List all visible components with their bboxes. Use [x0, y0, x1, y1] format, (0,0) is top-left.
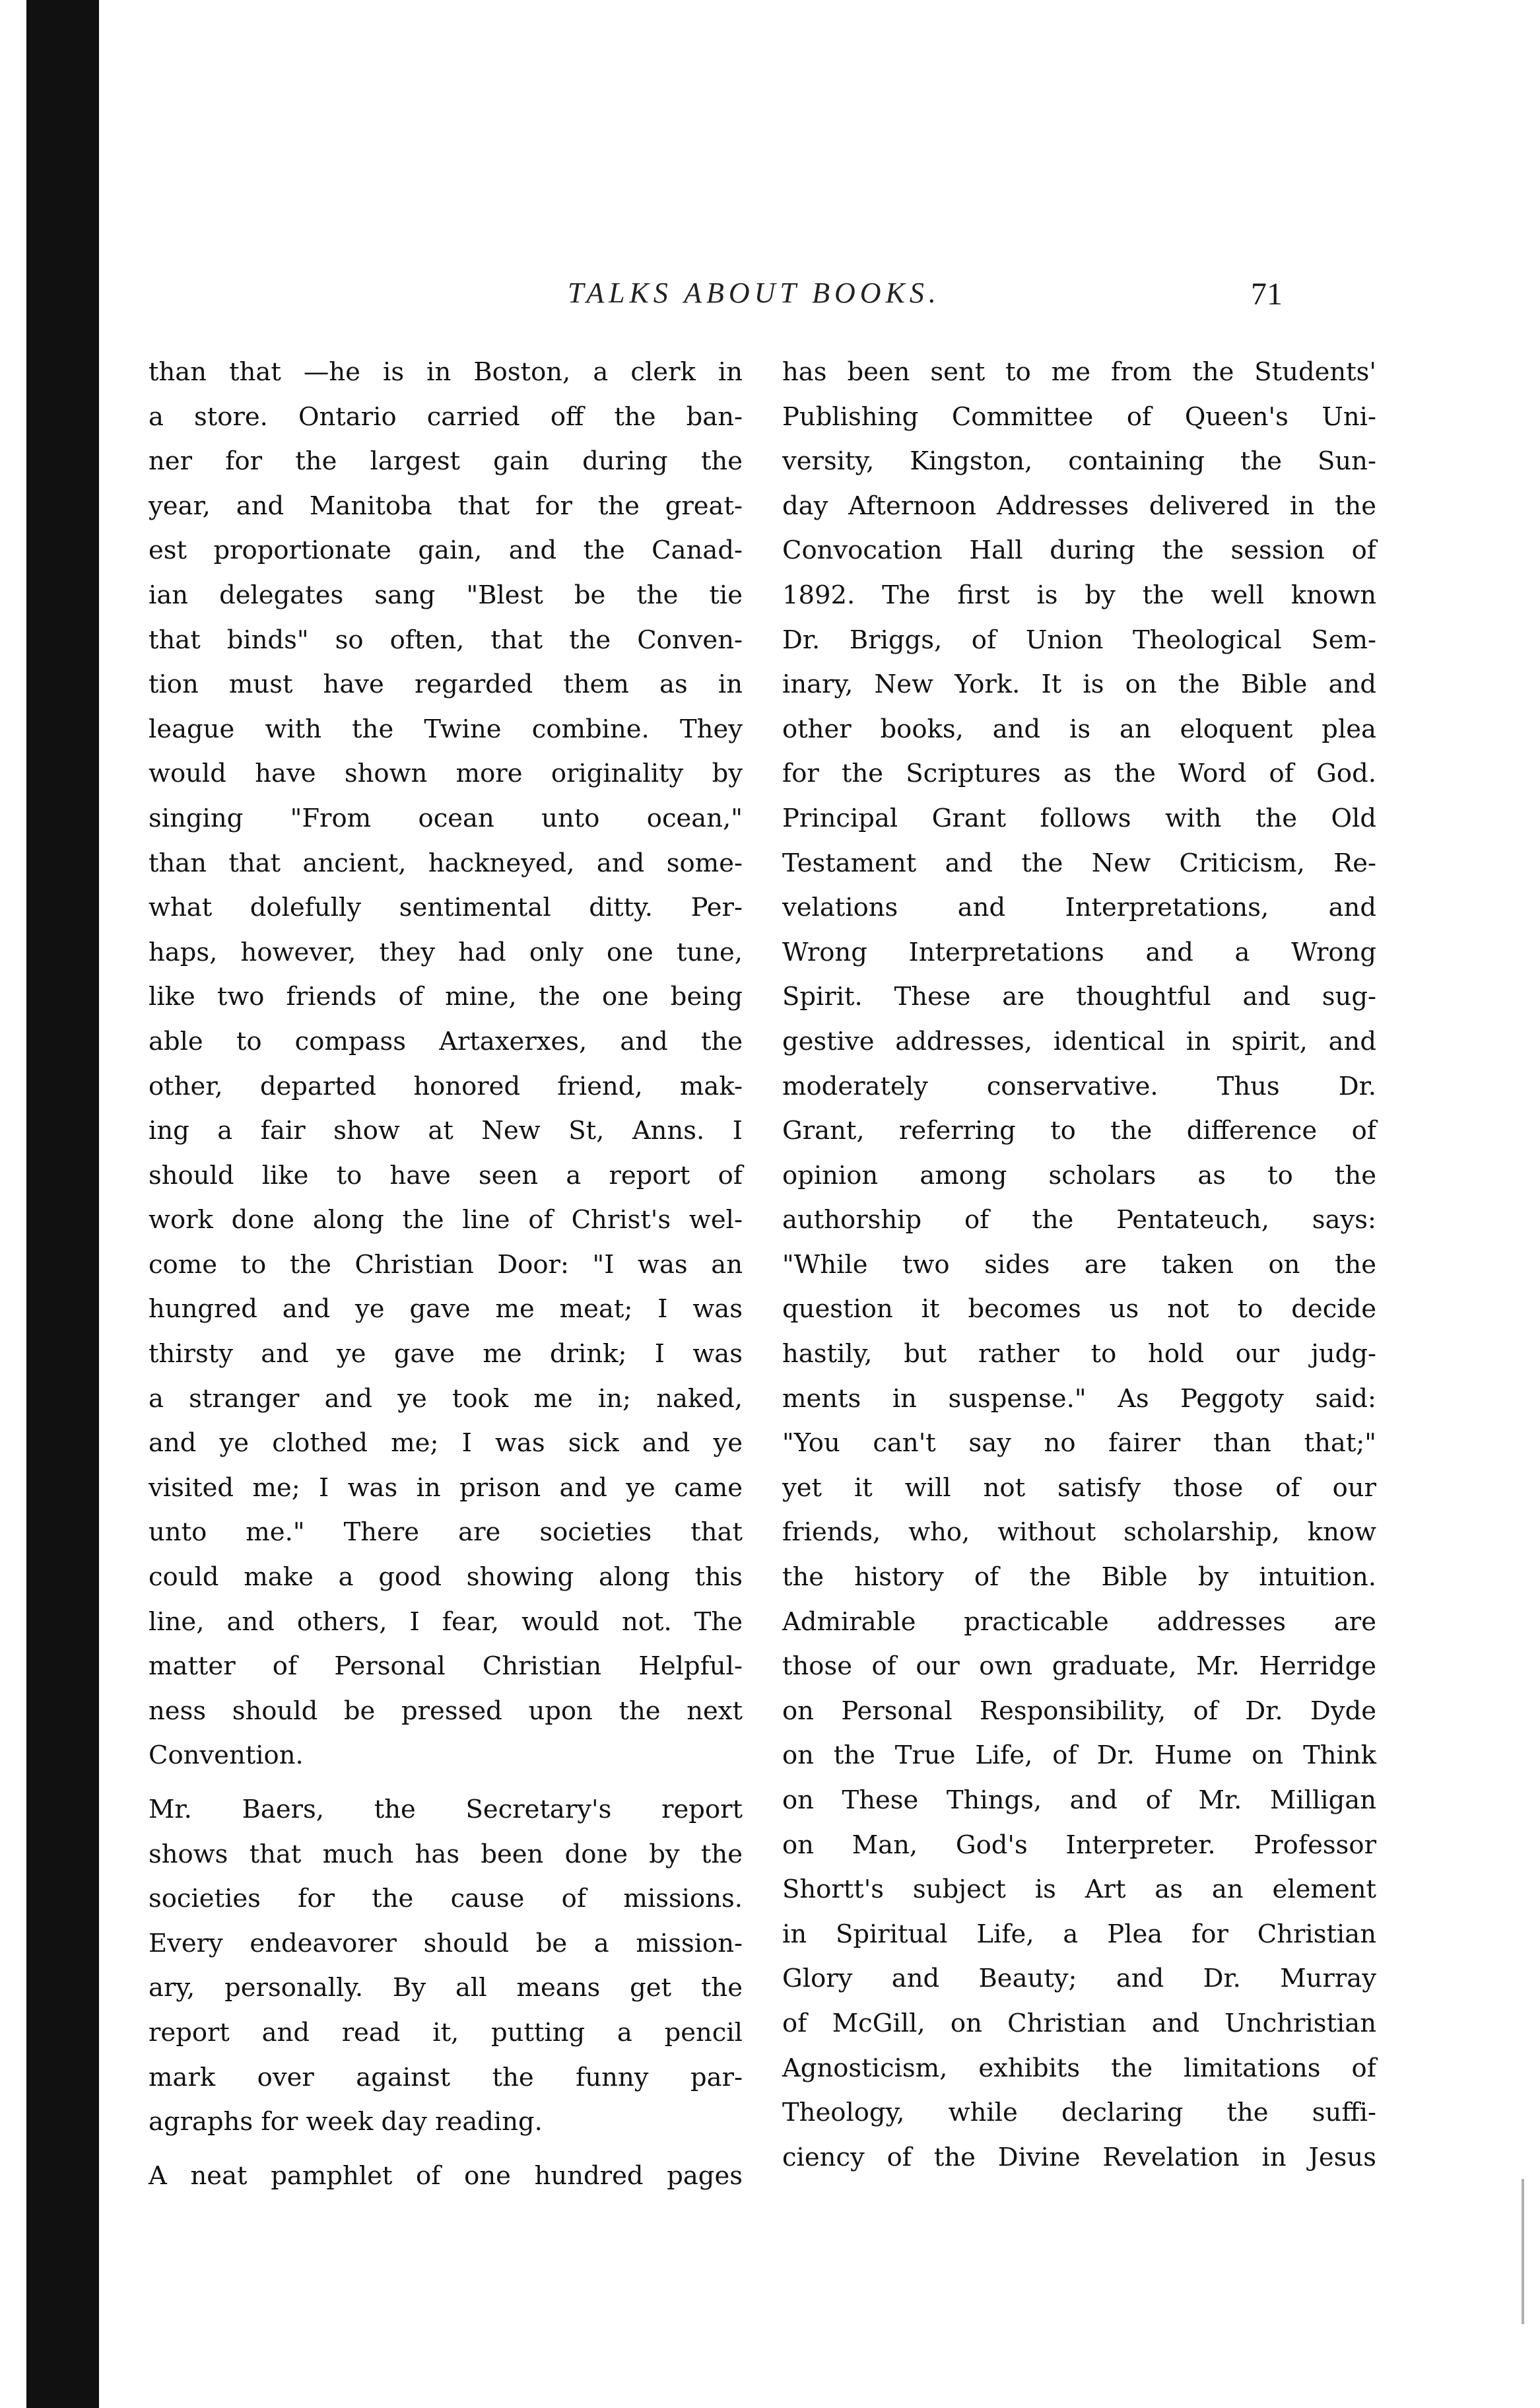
text-line: moderately conservative. Thus Dr.: [782, 1071, 1376, 1101]
text-line: has been sent to me from the Students': [782, 357, 1376, 387]
text-line: year, and Manitoba that for the great-: [149, 491, 743, 521]
text-line: tion must have regarded them as in: [149, 670, 743, 700]
text-line: Shortt's subject is Art as an element: [782, 1875, 1376, 1905]
text-line: velations and Interpretations, and: [782, 893, 1376, 923]
text-line: ian delegates sang "Blest be the tie: [149, 580, 743, 610]
text-line: haps, however, they had only one tune,: [149, 937, 743, 967]
text-line: ner for the largest gain during the: [149, 446, 743, 477]
text-line: that binds" so often, that the Conven-: [149, 625, 743, 655]
paragraph-2: [149, 1787, 743, 2145]
text-line: Convention.: [149, 1740, 304, 1771]
text-line: line, and others, I fear, would not. The: [149, 1606, 743, 1637]
text-line: inary, New York. It is on the Bible and: [782, 670, 1376, 700]
left-column: [149, 350, 743, 2198]
text-line: unto me." There are societies that: [149, 1517, 743, 1548]
text-line: Mr. Baers, the Secretary's report: [149, 1795, 743, 1824]
text-line: "You can't say no fairer than that;": [782, 1428, 1376, 1459]
text-line: on the True Life, of Dr. Hume on Think: [782, 1740, 1376, 1771]
text-line: than that ancient, hackneyed, and some-: [149, 848, 743, 878]
text-line: Publishing Committee of Queen's Uni-: [782, 401, 1376, 432]
text-line: and ye clothed me; I was sick and ye: [149, 1428, 743, 1459]
paragraph-continued: [782, 350, 1376, 2180]
text-line: would have shown more originality by: [149, 759, 743, 789]
text-line: agraphs for week day reading.: [149, 2107, 543, 2137]
text-line: able to compass Artaxerxes, and the: [149, 1026, 743, 1056]
paragraph-3: [149, 2154, 743, 2199]
text-line: those of our own graduate, Mr. Herridge: [782, 1651, 1376, 1682]
text-line: other books, and is an eloquent plea: [782, 714, 1376, 744]
text-line: Testament and the New Criticism, Re-: [782, 848, 1376, 878]
text-line: should like to have seen a report of: [149, 1160, 743, 1190]
paragraph-gap: [149, 1778, 743, 1787]
text-line: Glory and Beauty; and Dr. Murray: [782, 1964, 1376, 1994]
text-line: on Man, God's Interpreter. Professor: [782, 1830, 1376, 1860]
text-line: ary, personally. By all means get the: [149, 1973, 743, 2003]
text-line: 1892. The first is by the well known: [782, 580, 1376, 610]
binding-edge: [26, 0, 99, 2408]
text-line: mark over against the funny par-: [149, 2062, 743, 2092]
text-line: on Personal Responsibility, of Dr. Dyde: [782, 1696, 1376, 1726]
text-line: Spirit. These are thoughtful and sug-: [782, 982, 1376, 1012]
text-line: A neat pamphlet of one hundred pages: [149, 2160, 743, 2191]
text-line: could make a good showing along this: [149, 1562, 743, 1593]
text-line: gestive addresses, identical in spirit, and: [782, 1026, 1376, 1056]
text-line: yet it will not satisfy those of our: [782, 1472, 1376, 1503]
running-head: [152, 276, 1406, 329]
text-line: Theology, while declaring the suffi-: [782, 2098, 1376, 2128]
text-line: ing a fair show at New St, Anns. I: [149, 1116, 743, 1146]
text-line: Convocation Hall during the session of: [782, 535, 1376, 566]
text-line: a stranger and ye took me in; naked,: [149, 1383, 743, 1414]
text-line: shows that much has been done by the: [149, 1839, 743, 1869]
text-line: friends, who, without scholarship, know: [782, 1517, 1376, 1548]
text-line: ness should be pressed upon the next: [149, 1696, 743, 1726]
text-line: other, departed honored friend, mak-: [149, 1071, 743, 1101]
text-line: the history of the Bible by intuition.: [782, 1562, 1376, 1593]
text-line: question it becomes us not to decide: [782, 1294, 1376, 1324]
text-line: come to the Christian Door: "I was an: [149, 1249, 743, 1280]
text-line: Grant, referring to the difference of: [782, 1116, 1376, 1146]
running-title: TALKS ABOUT BOOKS.: [568, 277, 941, 309]
text-line: "While two sides are taken on the: [782, 1249, 1376, 1280]
text-line: versity, Kingston, containing the Sun-: [782, 446, 1376, 477]
text-line: like two friends of mine, the one being: [149, 982, 743, 1012]
scan-edge-mark: [1522, 2179, 1524, 2324]
text-line: singing "From ocean unto ocean,": [149, 803, 743, 833]
text-line: a store. Ontario carried off the ban-: [149, 401, 743, 432]
text-line: Every endeavorer should be a mission-: [149, 1928, 743, 1958]
text-line: work done along the line of Christ's wel-: [149, 1205, 743, 1235]
text-line: thirsty and ye gave me drink; I was: [149, 1339, 743, 1369]
text-line: in Spiritual Life, a Plea for Christian: [782, 1919, 1376, 1949]
text-line: day Afternoon Addresses delivered in the: [782, 491, 1376, 521]
text-line: hastily, but rather to hold our judg-: [782, 1339, 1376, 1369]
text-line: est proportionate gain, and the Canad-: [149, 535, 743, 566]
text-line: than that —he is in Boston, a clerk in: [149, 357, 743, 387]
text-line: of McGill, on Christian and Unchristian: [782, 2008, 1376, 2038]
text-line: opinion among scholars as to the: [782, 1160, 1376, 1190]
text-line: Wrong Interpretations and a Wrong: [782, 937, 1376, 967]
text-line: Dr. Briggs, of Union Theological Sem-: [782, 625, 1376, 655]
text-line: report and read it, putting a pencil: [149, 2017, 743, 2047]
page-number: 71: [1251, 277, 1283, 312]
paragraph-1: [149, 350, 743, 1778]
right-column: [782, 350, 1376, 2180]
text-line: matter of Personal Christian Helpful-: [149, 1651, 743, 1682]
text-line: societies for the cause of missions.: [149, 1884, 743, 1914]
text-line: Agnosticism, exhibits the limitations of: [782, 2053, 1376, 2083]
text-line: ciency of the Divine Revelation in Jesus: [782, 2142, 1376, 2172]
text-line: league with the Twine combine. They: [149, 714, 743, 744]
text-line: Admirable practicable addresses are: [782, 1606, 1376, 1637]
text-line: what dolefully sentimental ditty. Per-: [149, 893, 743, 923]
text-line: visited me; I was in prison and ye came: [149, 1472, 743, 1503]
text-line: hungred and ye gave me meat; I was: [149, 1294, 743, 1324]
text-line: authorship of the Pentateuch, says:: [782, 1205, 1376, 1235]
text-line: for the Scriptures as the Word of God.: [782, 759, 1376, 789]
paragraph-gap: [149, 2145, 743, 2154]
text-line: on These Things, and of Mr. Milligan: [782, 1785, 1376, 1815]
text-line: ments in suspense." As Peggoty said:: [782, 1383, 1376, 1414]
text-line: Principal Grant follows with the Old: [782, 803, 1376, 833]
